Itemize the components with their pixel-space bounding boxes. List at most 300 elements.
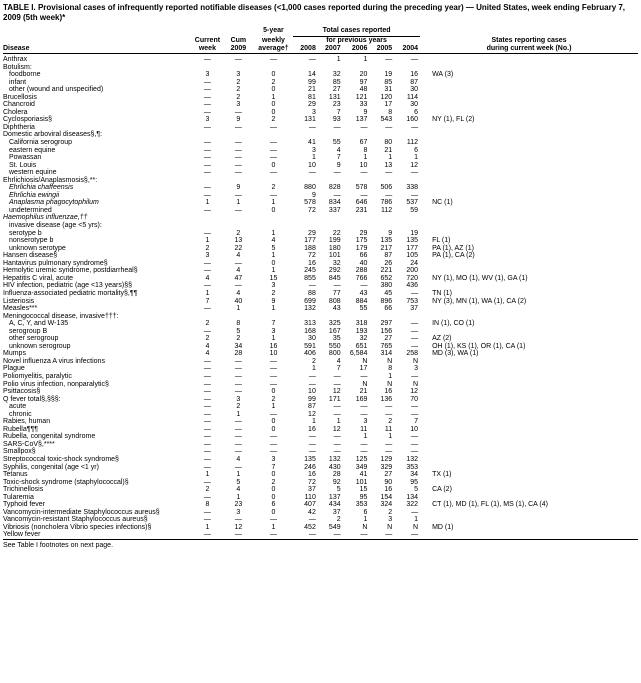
year-2005-cell: 8 — [388, 365, 393, 373]
table-row — [3, 64, 638, 72]
disease-name: undetermined — [9, 206, 52, 214]
year-2006-cell: 29 — [359, 229, 368, 237]
cum-2009-cell: 3 — [236, 395, 241, 403]
year-2007-cell: 549 — [328, 523, 341, 531]
five-year-average-cell: 3 — [271, 455, 276, 463]
states-reporting-cell — [420, 147, 638, 155]
year-2005-cell: 27 — [384, 335, 393, 343]
year-2004-cell: 105 — [406, 252, 419, 260]
year-2006-cell: 32 — [359, 335, 368, 343]
table-row — [3, 230, 638, 238]
year-2006-cell: 1 — [363, 56, 368, 63]
year-2004-cell: — — [411, 433, 419, 441]
current-week-cell: — — [203, 372, 211, 380]
states-reporting-cell — [420, 464, 638, 472]
disease-name: chronic — [9, 410, 32, 418]
states-reporting-cell — [420, 441, 638, 449]
five-year-average-cell: 16 — [269, 342, 278, 350]
current-week-cell — [192, 131, 223, 139]
year-2007-cell: 22 — [332, 229, 341, 237]
year-2007-cell: 7 — [336, 365, 341, 373]
cum-2009-cell: — — [234, 516, 242, 524]
year-2005-cell: 765 — [380, 342, 393, 350]
year-2005-cell: 154 — [380, 493, 393, 501]
table-row — [3, 184, 638, 192]
year-2008-cell: — — [308, 516, 316, 524]
table-row — [3, 147, 638, 155]
year-2007-cell: 167 — [328, 327, 341, 335]
year-2006-cell: 1 — [363, 154, 368, 162]
year-2006-cell: — — [360, 403, 368, 411]
avg-header-l3: average† — [254, 45, 293, 54]
year-2005-cell: 13 — [384, 161, 393, 169]
disease-name: Influenza-associated pediatric mortality§,¶¶ — [3, 289, 138, 297]
year-2007-cell — [318, 214, 343, 222]
table-row — [3, 343, 638, 351]
disease-name: Polio virus infection, nonparalytic§ — [3, 380, 109, 388]
year-2004-cell: 30 — [410, 86, 419, 94]
table-row — [3, 290, 638, 298]
year-2007-cell: 7 — [336, 154, 341, 162]
states-reporting-cell — [420, 101, 638, 109]
five-year-average-cell: 7 — [271, 320, 276, 328]
current-week-cell: 3 — [205, 252, 210, 260]
current-week-cell: 3 — [205, 71, 210, 79]
current-week-cell: — — [203, 206, 211, 214]
year-2008-cell: 37 — [308, 486, 316, 494]
cum-2009-cell: — — [234, 154, 242, 162]
footnote: See Table I footnotes on next page. — [3, 542, 114, 549]
table-row — [3, 109, 638, 117]
current-week-cell: — — [203, 282, 211, 290]
year-2005-cell: 16 — [384, 388, 393, 396]
disease-table — [3, 26, 638, 539]
year-2008-cell: 2 — [311, 357, 316, 365]
five-year-average-cell: — — [269, 440, 277, 448]
cum-2009-cell: 5 — [236, 478, 241, 486]
disease-name: Domestic arboviral diseases§,¶: — [3, 131, 103, 139]
cum-2009-cell — [223, 177, 254, 185]
year-2008-cell — [293, 177, 318, 185]
year-2007-cell: — — [333, 448, 341, 456]
states-reporting-cell — [420, 403, 638, 411]
disease-name: other serogroup — [9, 335, 59, 343]
table-row — [3, 411, 638, 419]
disease-name: Cholera — [3, 108, 28, 116]
table-row — [3, 373, 638, 381]
year-2004-cell: 112 — [406, 139, 419, 147]
year-2007-cell: 834 — [328, 199, 341, 207]
states-header-l2: during current week (No.) — [420, 45, 638, 54]
cum-2009-cell: — — [234, 108, 242, 116]
states-reporting-cell — [420, 509, 638, 517]
current-week-cell: — — [203, 365, 211, 373]
five-year-average-cell: 1 — [271, 403, 276, 411]
year-2007-cell: 180 — [328, 244, 341, 252]
states-reporting-cell — [420, 94, 638, 102]
year-2004-cell: 322 — [406, 501, 419, 509]
disease-name: Ehrlichia chaffeensis — [9, 184, 74, 192]
year-2006-cell: 169 — [355, 395, 368, 403]
five-year-average-cell: 5 — [271, 244, 276, 252]
table-row — [3, 531, 638, 539]
current-week-cell: — — [203, 139, 211, 147]
table-row — [3, 313, 638, 321]
table-row — [3, 403, 638, 411]
year-2006-cell — [343, 313, 370, 321]
five-year-average-cell: 0 — [271, 388, 276, 396]
cum-header-l1: Cum — [230, 37, 247, 44]
five-year-average-cell: 2 — [271, 289, 276, 297]
table-row — [3, 350, 638, 358]
year-2005-cell — [369, 131, 394, 139]
year-2005-cell: 1 — [388, 433, 393, 441]
year-2004-cell: N — [413, 523, 419, 531]
year-2006-cell: 6 — [363, 508, 368, 516]
current-week-cell: — — [203, 259, 211, 267]
year-2008-cell: — — [308, 448, 316, 456]
five-year-average-cell: 0 — [271, 101, 276, 109]
states-reporting-cell: WA (3) — [432, 71, 454, 79]
disease-name: Cyclosporiasis§ — [3, 116, 53, 124]
disease-name: A, C, Y, and W-135 — [9, 320, 69, 328]
year-2008-cell: 406 — [304, 350, 316, 358]
year-2008-cell: 1 — [311, 154, 316, 162]
current-week-cell: — — [203, 403, 211, 411]
table-row — [3, 381, 638, 389]
year-2004-cell: 95 — [410, 478, 419, 486]
current-week-cell: 1 — [205, 471, 210, 479]
cum-2009-cell: — — [234, 123, 242, 131]
year-2006-cell: 3 — [363, 418, 368, 426]
year-2004-cell: 200 — [406, 267, 419, 275]
cum-2009-cell: — — [234, 425, 242, 433]
states-reporting-cell: NY (1), FL (2) — [432, 116, 475, 124]
year-2008-cell: — — [308, 56, 316, 63]
year-2005-cell: — — [385, 410, 393, 418]
five-year-average-cell: — — [269, 531, 277, 539]
year-2004-cell: 7 — [414, 418, 419, 426]
year-2004-cell: 70 — [410, 395, 419, 403]
cum-2009-cell: — — [234, 56, 242, 63]
year-2008-cell: 30 — [308, 335, 316, 343]
year-2008-cell: 9 — [311, 191, 316, 199]
year-2007-cell: — — [333, 123, 341, 131]
year-2008-cell: 12 — [308, 410, 316, 418]
states-reporting-cell: MD (1) — [432, 523, 454, 531]
current-week-cell: — — [203, 154, 211, 162]
states-reporting-cell — [420, 365, 638, 373]
year-2005-cell: 80 — [384, 139, 393, 147]
year-2004-cell — [394, 222, 420, 230]
states-reporting-cell — [420, 230, 638, 238]
year-2006-cell: 40 — [359, 259, 368, 267]
states-reporting-cell — [420, 162, 638, 170]
states-reporting-cell: PA (1), AZ (1) — [432, 244, 474, 252]
disease-name: SARS-CoV§,**** — [3, 440, 55, 448]
states-reporting-cell — [420, 411, 638, 419]
five-year-average-cell: 0 — [271, 471, 276, 479]
cum-2009-cell: 2 — [236, 229, 241, 237]
disease-name: Hantavirus pulmonary syndrome§ — [3, 259, 108, 267]
disease-name: Rubella¶¶¶ — [3, 425, 39, 433]
current-week-cell: — — [203, 531, 211, 539]
states-reporting-cell — [420, 418, 638, 426]
disease-name: Meningococcal disease, invasive†††: — [3, 312, 119, 320]
cum-2009-cell: 2 — [236, 93, 241, 101]
disease-name: Vancomycin-resistant Staphylococcus aureus§ — [3, 516, 148, 524]
year-2008-cell: 88 — [308, 289, 316, 297]
table-row — [3, 328, 638, 336]
current-week-cell: — — [203, 516, 211, 524]
five-year-average-cell: — — [269, 372, 277, 380]
year-2005-cell: — — [385, 531, 393, 539]
five-year-average-cell: 1 — [271, 252, 276, 260]
year-2004-cell: 160 — [406, 116, 419, 124]
states-reporting-cell — [420, 494, 638, 502]
year-2007-cell: 32 — [332, 259, 341, 267]
current-week-cell: 4 — [205, 342, 210, 350]
year-2006-cell: 578 — [355, 184, 368, 192]
disease-name: Powassan — [9, 154, 42, 162]
year-2007-cell: 28 — [332, 471, 341, 479]
table-row — [3, 101, 638, 109]
year-2004-cell: 114 — [406, 93, 419, 101]
disease-name: foodborne — [9, 71, 41, 79]
states-reporting-cell — [420, 139, 638, 147]
year-2007-cell: 101 — [328, 252, 341, 260]
table-row — [3, 486, 638, 494]
table-row — [3, 177, 638, 185]
current-week-cell: — — [203, 418, 211, 426]
year-2007-cell: 430 — [328, 463, 341, 471]
year-2007-cell: — — [333, 433, 341, 441]
year-2006-cell: 11 — [360, 425, 368, 433]
disease-name: serogroup B — [9, 327, 48, 335]
current-week-cell: — — [203, 478, 211, 486]
current-week-cell: — — [203, 380, 211, 388]
year-2005-cell: 11 — [384, 425, 393, 433]
year-2004-cell: — — [411, 403, 419, 411]
states-reporting-cell: TN (1) — [432, 289, 452, 297]
current-week-cell: 7 — [205, 297, 210, 305]
cum-2009-cell: 28 — [234, 350, 243, 358]
five-year-average-cell: — — [269, 433, 277, 441]
states-reporting-cell: TX (1) — [432, 471, 452, 479]
year-2006-cell: 1 — [363, 433, 368, 441]
year-2004-cell: 720 — [406, 274, 419, 282]
year-2004-cell: 59 — [410, 206, 419, 214]
five-year-average-cell: 1 — [271, 305, 276, 313]
cum-2009-cell: 3 — [236, 71, 241, 79]
year-2004-cell: — — [411, 289, 419, 297]
disease-name: Plague — [3, 365, 25, 373]
year-2006-cell: — — [360, 282, 368, 290]
cum-2009-cell — [223, 214, 254, 222]
states-reporting-cell — [420, 516, 638, 524]
year-2006-cell: 651 — [355, 342, 368, 350]
table-row — [3, 260, 638, 268]
year-2008-cell: — — [308, 433, 316, 441]
year-2007-cell: 325 — [328, 320, 341, 328]
cum-2009-cell: — — [234, 365, 242, 373]
year-2007-cell: — — [333, 169, 341, 177]
total-header-l1: Total cases reported — [293, 26, 420, 37]
year-2007-cell: 32 — [332, 71, 341, 79]
current-week-cell: — — [203, 169, 211, 177]
year-2008-cell: 10 — [308, 161, 316, 169]
cum-2009-cell: 4 — [236, 455, 241, 463]
states-reporting-cell — [420, 267, 638, 275]
table-row — [3, 116, 638, 124]
year-2005-cell: 1 — [388, 154, 393, 162]
year-2007-cell — [318, 64, 343, 72]
year-2006-cell: 121 — [355, 93, 368, 101]
year-2006-cell: 125 — [355, 455, 368, 463]
current-week-cell: — — [203, 455, 211, 463]
cum-2009-cell: 2 — [236, 86, 241, 94]
states-reporting-cell — [420, 388, 638, 396]
current-week-cell: 4 — [205, 274, 210, 282]
cum-2009-cell: — — [234, 146, 242, 154]
cum-2009-cell: 12 — [234, 523, 243, 531]
year-2006-cell: 288 — [355, 267, 368, 275]
current-week-cell: — — [203, 161, 211, 169]
current-week-cell: — — [203, 86, 211, 94]
year-2004-cell: — — [411, 169, 419, 177]
five-year-average-cell: 0 — [271, 259, 276, 267]
disease-name: Listeriosis — [3, 297, 35, 305]
cum-2009-cell: 1 — [236, 199, 241, 207]
year-2004-cell: — — [411, 342, 419, 350]
year-2007-cell: 9 — [336, 161, 341, 169]
table-row — [3, 396, 638, 404]
year-2008-cell: 87 — [308, 403, 316, 411]
five-year-average-cell: 1 — [271, 93, 276, 101]
disease-name: Psittacosis§ — [3, 388, 41, 396]
states-reporting-cell — [420, 64, 638, 72]
current-week-cell: — — [203, 327, 211, 335]
disease-name: Mumps — [3, 350, 26, 358]
year-2005-cell: 135 — [380, 237, 393, 245]
cum-2009-cell: — — [234, 169, 242, 177]
five-year-average-cell: — — [269, 169, 277, 177]
cum-2009-cell: — — [234, 259, 242, 267]
disease-name: Ehrlichiosis/Anaplasmosis§,**: — [3, 176, 98, 184]
five-year-average-cell: 0 — [271, 486, 276, 494]
current-week-cell: 2 — [205, 335, 210, 343]
year-2004-cell: 135 — [406, 237, 419, 245]
disease-name: eastern equine — [9, 146, 56, 154]
current-week-cell: 1 — [205, 237, 210, 245]
states-reporting-cell: IN (1), CO (1) — [432, 320, 475, 328]
year-2008-cell: 699 — [304, 297, 316, 305]
current-week-cell: 1 — [205, 523, 210, 531]
table-row — [3, 418, 638, 426]
year-2008-cell: 41 — [308, 139, 316, 147]
five-year-average-cell: 0 — [271, 418, 276, 426]
year-2004-cell: — — [411, 327, 419, 335]
year-2007-cell: 171 — [328, 395, 341, 403]
year-2005-cell: 3 — [388, 516, 393, 524]
states-reporting-cell — [420, 177, 638, 185]
disease-name: Syphilis, congenital (age <1 yr) — [3, 463, 99, 471]
cum-2009-cell: — — [234, 388, 242, 396]
year-2008-cell: 135 — [304, 455, 316, 463]
year-2007-cell: — — [333, 531, 341, 539]
year-2008-cell: 168 — [304, 327, 316, 335]
current-week-cell: — — [203, 463, 211, 471]
year-2006-cell — [343, 64, 370, 72]
year-header: 2006 — [343, 45, 370, 54]
five-year-average-cell — [254, 222, 293, 230]
disease-name: Brucellosis — [3, 93, 37, 101]
cum-2009-cell: — — [234, 531, 242, 539]
year-2007-cell: 35 — [332, 335, 341, 343]
disease-name: unknown serogroup — [9, 342, 71, 350]
table-row — [3, 388, 638, 396]
year-2007-cell: 845 — [328, 274, 341, 282]
five-year-average-cell: 3 — [271, 327, 276, 335]
disease-name: Hepatitis C viral, acute — [3, 274, 74, 282]
disease-name: Poliomyelitis, paralytic — [3, 372, 72, 380]
year-2005-cell: 324 — [380, 501, 393, 509]
year-2007-cell: 828 — [328, 184, 341, 192]
year-2007-cell: 92 — [332, 478, 341, 486]
year-2005-cell: 297 — [380, 320, 393, 328]
year-2006-cell: — — [360, 191, 368, 199]
states-reporting-cell — [420, 109, 638, 117]
year-2007-cell: 2 — [336, 516, 341, 524]
year-2008-cell: 177 — [304, 237, 316, 245]
year-2006-cell: 55 — [359, 305, 368, 313]
disease-name: invasive disease (age <5 yrs): — [9, 222, 102, 230]
five-year-average-cell: 1 — [271, 199, 276, 207]
disease-name: Vancomycin-intermediate Staphylococcus aureus§ — [3, 508, 160, 516]
current-week-cell: 1 — [205, 199, 210, 207]
disease-name: Ehrlichia ewingii — [9, 191, 60, 199]
table-row — [3, 494, 638, 502]
year-2007-cell: 43 — [332, 305, 341, 313]
disease-name: unknown serotype — [9, 244, 66, 252]
states-reporting-cell — [420, 433, 638, 441]
current-week-cell: — — [203, 425, 211, 433]
year-2007-cell: — — [333, 372, 341, 380]
current-week-cell: — — [203, 229, 211, 237]
cum-2009-cell: 8 — [236, 320, 241, 328]
disease-name: HIV infection, pediatric (age <13 years)§§ — [3, 282, 132, 290]
year-2008-cell: 131 — [304, 116, 316, 124]
table-row — [3, 320, 638, 328]
year-2006-cell: N — [362, 523, 368, 531]
current-week-cell: — — [203, 305, 211, 313]
current-week-cell: 2 — [205, 320, 210, 328]
cum-2009-cell: — — [234, 440, 242, 448]
table-row — [3, 479, 638, 487]
year-2008-cell: 3 — [311, 108, 316, 116]
cum-2009-cell: — — [234, 433, 242, 441]
year-2007-cell: 27 — [332, 86, 341, 94]
year-2006-cell: 646 — [355, 199, 368, 207]
year-2008-cell — [293, 131, 318, 139]
year-2004-cell: 753 — [406, 297, 419, 305]
year-2006-cell: 179 — [355, 244, 368, 252]
disease-name: nonserotype b — [9, 237, 54, 245]
year-2004-cell: 5 — [414, 486, 419, 494]
year-2005-cell: 9 — [388, 229, 393, 237]
states-reporting-cell — [420, 192, 638, 200]
total-header-l2: for previous years — [326, 37, 387, 44]
